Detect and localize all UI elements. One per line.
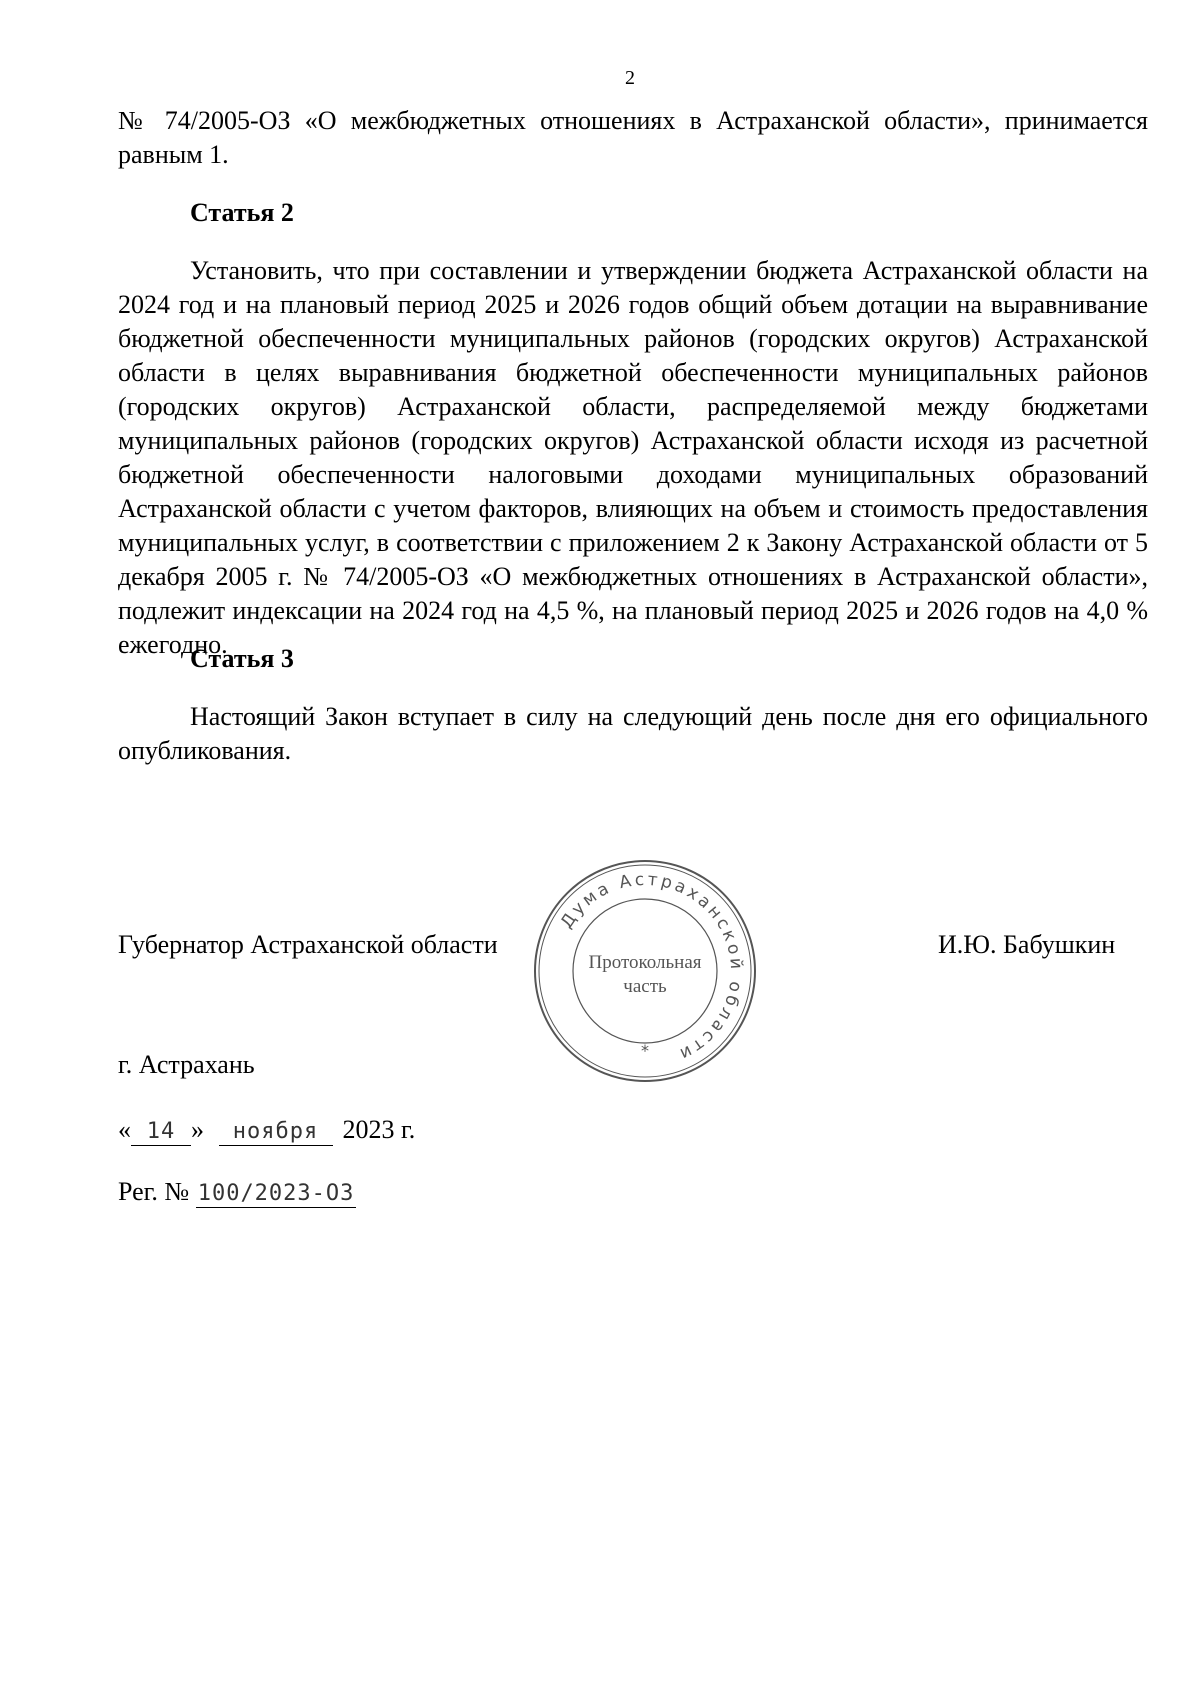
- stamp-star: *: [641, 1041, 649, 1060]
- stamp-center-line2: часть: [623, 976, 667, 997]
- page-number: 2: [625, 67, 635, 89]
- registration-label: Рег. №: [118, 1177, 190, 1206]
- signatory-name: И.Ю. Бабушкин: [938, 930, 1116, 959]
- stamp-ring-text: Дума Астраханской области: [556, 869, 747, 1065]
- article-3-text: Настоящий Закон вступает в силу на следующий день после дня его официального опубликования.: [118, 702, 1148, 765]
- signatory-position: Губернатор Астраханской области: [118, 930, 498, 959]
- article-3-heading: Статья 3: [190, 644, 294, 673]
- article-2-heading: Статья 2: [190, 198, 294, 227]
- stamp-center-line1: Протокольная: [588, 952, 702, 973]
- official-stamp: [532, 858, 758, 1084]
- article-2-text: Установить, что при составлении и утверждении бюджета Астраханской области на 2024 год и на плановый период 2025 и 2026 годов общий объем дотации на выравнивание бюджетной обеспеченности муниципальных районов (городских округов) Астраханской области в целях выравнивания бюджетной обеспеченности муниципальных районов (городских округов) Астраханской области, распределяемой между бюджетами муниципальных районов (городских округов) Астраханской области исходя из расчетной бюджетной обеспеченности налоговыми доходами муниципальных образований Астраханской области с учетом факторов, влияющих на объем и стоимость предоставления муниципальных услуг, в соответствии с приложением 2 к Закону Астраханской области от 5 декабря 2005 г. № 74/2005-ОЗ «О межбюджетных отношениях в Астраханской области», подлежит индексации на 2024 год на 4,5 %, на плановый период 2025 и 2026 годов на 4,0 % ежегодно.: [118, 256, 1148, 659]
- date-day: 14: [131, 1119, 191, 1146]
- stamp-graphic: [532, 858, 758, 1084]
- signing-date: [118, 1113, 415, 1147]
- place-of-signing: г. Астрахань: [118, 1050, 255, 1079]
- date-close-quote: »: [191, 1115, 204, 1144]
- intro-paragraph: № 74/2005-ОЗ «О межбюджетных отношениях в Астраханской области», принимается равным 1.: [118, 106, 1148, 169]
- registration-number: 100/2023-ОЗ: [197, 1181, 355, 1206]
- date-month: ноября: [219, 1119, 333, 1146]
- registration-number-line: [118, 1175, 356, 1209]
- date-year: 2023 г.: [342, 1115, 416, 1144]
- date-open-quote: «: [118, 1115, 131, 1144]
